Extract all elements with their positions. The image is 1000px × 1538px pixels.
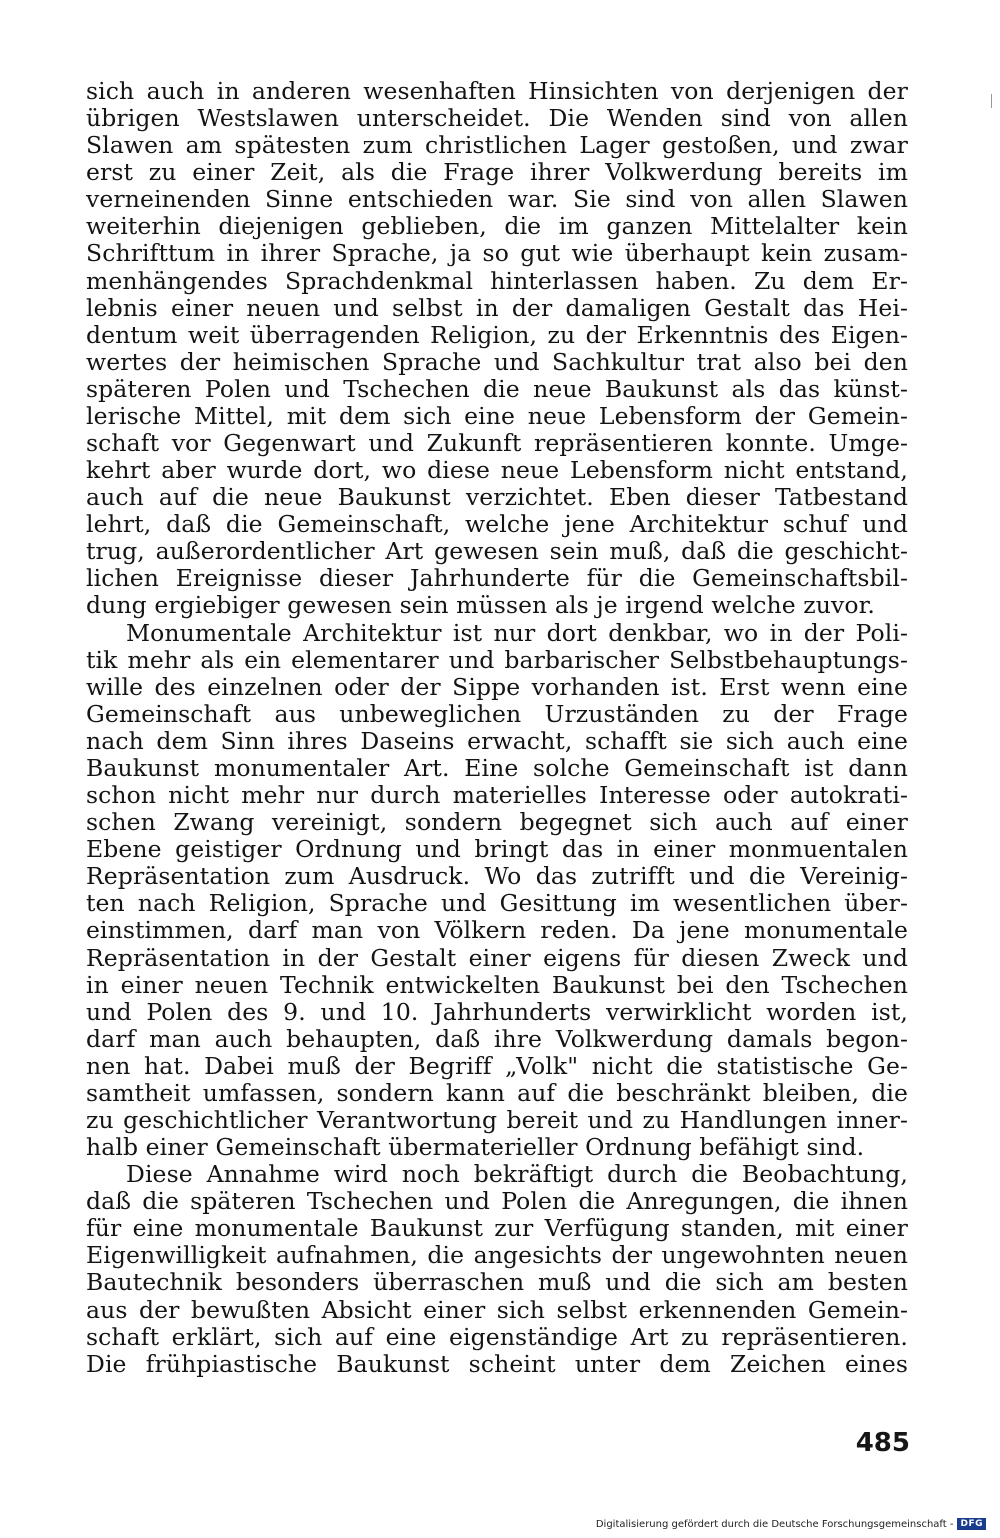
text-line: trug, außerordentlicher Art gewesen sein muß, daß die geschicht-	[86, 538, 908, 566]
text-line: menhängendes Sprachdenkmal hinterlassen haben. Zu dem Er-	[86, 267, 908, 295]
text-line: daß die späteren Tschechen und Polen die Anregungen, die ihnen	[86, 1188, 908, 1216]
text-line: Monumentale Architektur ist nur dort denkbar, wo in der Poli-	[126, 619, 908, 647]
text-line: halb einer Gemeinschaft übermaterieller Ordnung befähigt sind.	[86, 1134, 865, 1162]
text-line: in einer neuen Technik entwickelten Baukunst bei den Tschechen	[86, 971, 908, 999]
text-line: verneinenden Sinne entschieden war. Sie sind von allen Slawen	[86, 186, 908, 214]
text-line: Repräsentation zum Ausdruck. Wo das zutrifft und die Vereinig-	[86, 863, 908, 891]
text-line: Bautechnik besonders überraschen muß und die sich am besten	[86, 1269, 908, 1297]
text-line: weiterhin diejenigen geblieben, die im ganzen Mittelalter kein	[86, 213, 908, 241]
text-line: Schrifttum in ihrer Sprache, ja so gut wie überhaupt kein zusam-	[86, 240, 908, 268]
page-number: 485	[855, 1428, 910, 1458]
text-line: Diese Annahme wird noch bekräftigt durch die Beobachtung,	[126, 1161, 908, 1189]
text-line: auch auf die neue Baukunst verzichtet. Eben dieser Tatbestand	[86, 484, 908, 512]
text-line: nach dem Sinn ihres Daseins erwacht, schafft sie sich auch eine	[86, 727, 908, 755]
text-line: zu geschichtlicher Verantwortung bereit und zu Handlungen inner-	[86, 1106, 908, 1134]
text-line: übrigen Westslawen unterscheidet. Die Wenden sind von allen	[86, 105, 908, 133]
text-line: aus der bewußten Absicht einer sich selbst erkennenden Gemein-	[86, 1296, 908, 1324]
text-line: lichen Ereignisse dieser Jahrhunderte für die Gemeinschaftsbil-	[86, 565, 908, 593]
margin-mark	[991, 94, 992, 108]
dfg-logo: DFG	[957, 1518, 986, 1530]
text-line: dung ergiebiger gewesen sein müssen als je irgend welche zuvor.	[86, 592, 875, 620]
text-line: schen Zwang vereinigt, sondern begegnet sich auch auf einer	[86, 809, 908, 837]
text-line: Repräsentation in der Gestalt einer eigens für diesen Zweck und	[86, 944, 908, 972]
text-line: späteren Polen und Tschechen die neue Baukunst als das künst-	[86, 375, 908, 403]
text-line: wertes der heimischen Sprache und Sachkultur trat also bei den	[86, 348, 908, 376]
digitization-footer	[596, 1518, 986, 1530]
text-line: und Polen des 9. und 10. Jahrhunderts verwirklicht worden ist,	[86, 998, 908, 1026]
text-line: einstimmen, darf man von Völkern reden. Da jene monumentale	[86, 917, 908, 945]
footer-credit: Digitalisierung gefördert durch die Deutsche Forschungsgemeinschaft -	[595, 1518, 954, 1530]
text-line: Slawen am spätesten zum christlichen Lager gestoßen, und zwar	[86, 132, 908, 160]
text-line: Baukunst monumentaler Art. Eine solche Gemeinschaft ist dann	[86, 754, 908, 782]
text-line: lehrt, daß die Gemeinschaft, welche jene Architektur schuf und	[86, 511, 908, 539]
text-line: schon nicht mehr nur durch materielles Interesse oder autokrati-	[86, 782, 908, 810]
text-line: darf man auch behaupten, daß ihre Volkwerdung damals begon-	[86, 1025, 908, 1053]
text-line: erst zu einer Zeit, als die Frage ihrer Volkwerdung bereits im	[86, 159, 908, 187]
text-line: nen hat. Dabei muß der Begriff „Volk" nicht die statistische Ge-	[86, 1052, 908, 1080]
text-line: tik mehr als ein elementarer und barbarischer Selbstbehauptungs-	[86, 646, 908, 674]
text-line: schaft erklärt, sich auf eine eigenständige Art zu repräsentieren.	[86, 1323, 908, 1351]
text-line: lebnis einer neuen und selbst in der damaligen Gestalt das Hei-	[86, 294, 908, 322]
text-line: sich auch in anderen wesenhaften Hinsichten von derjenigen der	[86, 78, 908, 105]
text-line: Die frühpiastische Baukunst scheint unter dem Zeichen eines	[86, 1350, 908, 1378]
text-line: lerische Mittel, mit dem sich eine neue Lebensform der Gemein-	[86, 402, 908, 430]
text-line: ten nach Religion, Sprache und Gesittung im wesentlichen über-	[86, 890, 908, 918]
text-line: schaft vor Gegenwart und Zukunft repräsentieren konnte. Umge-	[86, 430, 908, 458]
text-line: für eine monumentale Baukunst zur Verfügung standen, mit einer	[86, 1215, 908, 1243]
text-line: Gemeinschaft aus unbeweglichen Urzuständen zu der Frage	[86, 700, 908, 728]
text-line: dentum weit überragenden Religion, zu der Erkenntnis des Eigen-	[86, 321, 908, 349]
body-text	[86, 78, 908, 1378]
text-line: Eigenwilligkeit aufnahmen, die angesichts der ungewohnten neuen	[86, 1242, 908, 1270]
text-line: samtheit umfassen, sondern kann auf die beschränkt bleiben, die	[86, 1079, 908, 1107]
text-line: wille des einzelnen oder der Sippe vorhanden ist. Erst wenn eine	[86, 673, 908, 701]
text-line: Ebene geistiger Ordnung und bringt das in einer monmuentalen	[86, 836, 908, 864]
text-line: kehrt aber wurde dort, wo diese neue Lebensform nicht entstand,	[86, 457, 908, 485]
